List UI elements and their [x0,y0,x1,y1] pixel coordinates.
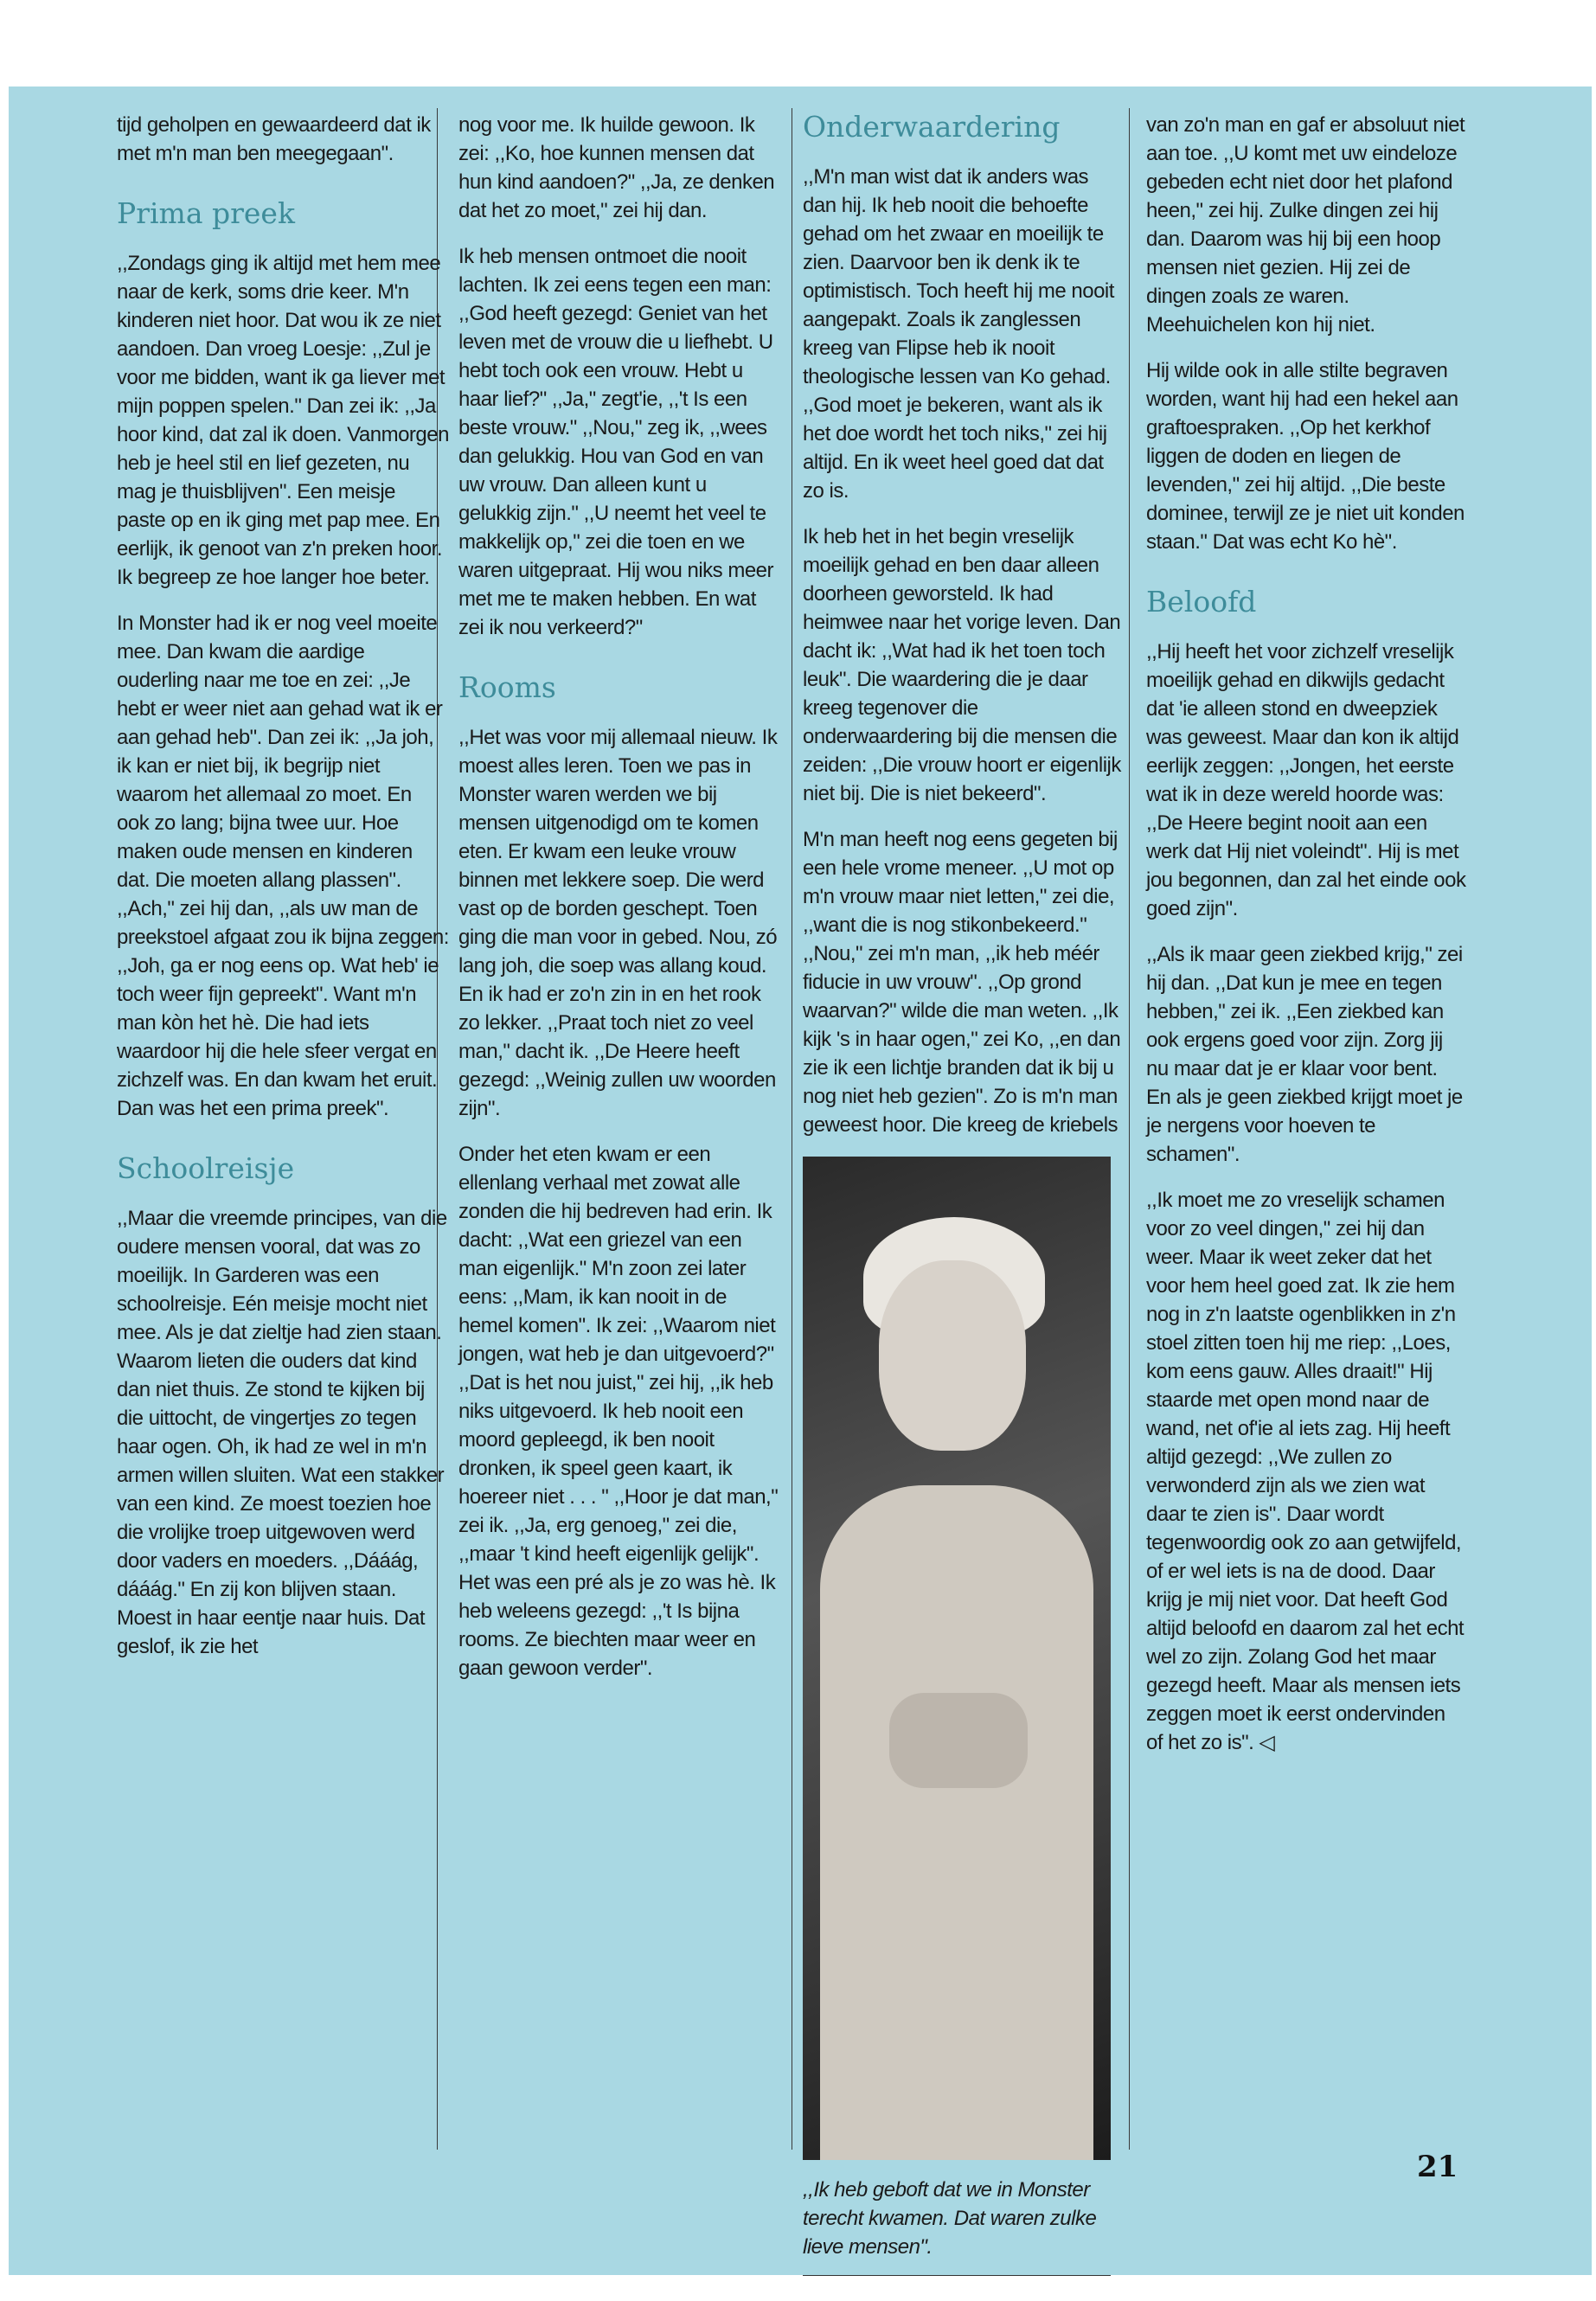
paragraph: ,,Maar die vreemde principes, van die oudere mensen vooral, dat was zo moeilijk. In Garderen was een schoolreisje. Eén meisje mocht niet mee. Als je dat zieltje had zien staan. Waarom lieten die ouders dat kind dan niet thuis. Ze stond te kijken bij die uittocht, de vingertjes zo tegen haar ogen. Oh, ik had ze wel in m'n armen willen sluiten. Wat een stakker van een kind. Ze moest toezien hoe die vrolijke troep uitgewoven werd door vaders en moeders. ,,Dááág, dááág." En zij kon blijven staan. Moest in haar eentje naar huis. Dat geslof, ik zie het [117,1207,447,1658]
section-heading-prima-preek: Prima preek [117,196,295,230]
paragraph: tijd geholpen en gewaardeerd dat ik met m'n man ben meegegaan". [117,113,431,165]
article-column-1 [117,111,449,1678]
section-heading-onderwaardering: Onderwaardering [803,110,1061,144]
paragraph: ,,Zondags ging ik altijd met hem mee naar de kerk, soms drie keer. M'n kinderen niet hoor. Dat wou ik ze niet aandoen. Dan vroeg Loesje: ,,Zul je voor me bidden, want ik ga liever met mijn poppen spelen." Dan zei ik: ,,Ja hoor kind, dat zal ik doen. Vanmorgen heb je heel stil en lief gezeten, nu mag je thuisblijven". Een meisje paste op en ik ging met pap mee. En eerlijk, ik genoot van z'n preken hoor. Ik begreep ze hoe langer hoe beter. [117,252,449,589]
article-column-2 [458,111,780,1700]
paragraph: nog voor me. Ik huilde gewoon. Ik zei: ,,Ko, hoe kunnen mensen dat hun kind aandoen?" ,,Ja, ze denken dat het zo moet," zei hij dan. [458,113,775,222]
paragraph: Ik heb het in het begin vreselijk moeilijk gehad en ben daar alleen doorheen geworsteld. Ik had heimwee naar het vorige leven. Dan dacht ik: ,,Wat had ik het toen toch leuk". Die waardering die je daar kreeg tegenover die onderwaardering bij die mensen die zeiden: ,,Die vrouw hoort er eigenlijk niet bij. Die is niet bekeerd". [803,525,1121,805]
paragraph: ,,M'n man wist dat ik anders was dan hij. Ik heb nooit die behoefte gehad om het zwaar en moeilijk te zien. Daarvoor ben ik denk ik te optimistisch. Toch heeft hij me nooit aangepakt. Zoals ik zanglessen kreeg van Flipse heb ik nooit theologische lessen van Ko gehad. ,,God moet je bekeren, want als ik het doe wordt het toch niks," zei hij altijd. En ik weet heel goed dat dat zo is. [803,165,1114,503]
paragraph: ,,Als ik maar geen ziekbed krijg," zei hij dan. ,,Dat kun je mee en tegen hebben," zei ik. ,,Een ziekbed kan ook ergens goed voor zijn. Zorg jij nu maar dat je er klaar voor bent. En als je geen ziekbed krijgt moet je je nergens voor hoeven te schamen". [1146,943,1463,1166]
page-number: 21 [1417,2150,1458,2184]
column-divider [1129,108,1130,2150]
paragraph: ,,Ik moet me zo vreselijk schamen voor zo veel dingen," zei hij dan weer. Maar ik weet zeker dat het voor hem heel goed zat. Ik zie hem nog in z'n laatste ogenblikken in z'n stoel zitten toen hij me riep: ,,Loes, kom eens gauw. Alles draait!" Hij staarde met open mond naar de wand, net of'ie al iets zag. Hij heeft altijd gezegd: ,,We zullen zo verwonderd zijn als we zien wat daar te zien is". Daar wordt tegenwoordig ook zo aan getwijfeld, of er wel iets is na de dood. Daar krijg je mij niet voor. Dat heeft God altijd beloofd en daarom zal het echt wel zo zijn. Zolang God het maar gezegd heeft. Maar als mensen iets zeggen moet ik eerst ondervinden of het zo is". ◁ [1146,1189,1465,1754]
paragraph: ,,Het was voor mij allemaal nieuw. Ik moest alles leren. Toen we pas in Monster waren werden we bij mensen uitgenodigd om te komen eten. Er kwam een leuke vrouw binnen met lekkere soep. Die werd vast op de borden geschept. Toen ging die man voor in gebed. Nou, zó lang joh, die soep was allang koud. En ik had er zo'n zin in en het rook zo lekker. ,,Praat toch niet zo veel man," dacht ik. ,,De Heere heeft gezegd: ,,Weinig zullen uw woorden zijn". [458,726,778,1120]
article-column-4 [1146,111,1466,1774]
photo-caption: ,,Ik heb geboft dat we in Monster terecht kwamen. Dat waren zulke lieve mensen". [803,2176,1111,2276]
paragraph: Hij wilde ook in alle stilte begraven worden, want hij had een hekel aan graftoespraken. ,,Op het kerkhof liggen de doden en liegen de levenden," zei hij altijd. ,,Die beste dominee, terwijl ze je niet uit konden staan." Dat was echt Ko hè". [1146,359,1465,554]
paragraph: van zo'n man en gaf er absoluut niet aan toe. ,,U komt met uw eindeloze gebeden echt niet door het plafond heen," zei hij. Zulke dingen zei hij dan. Daarom was hij bij een hoop mensen niet gezien. Hij zei de dingen zoals ze waren. Meehuichelen kon hij niet. [1146,113,1465,336]
portrait-photo [803,1157,1111,2160]
section-heading-beloofd: Beloofd [1146,585,1257,619]
photo-figure-body [820,1485,1093,2160]
section-heading-schoolreisje: Schoolreisje [117,1151,295,1185]
paragraph: M'n man heeft nog eens gegeten bij een hele vrome meneer. ,,U mot op m'n vrouw maar niet letten," zei die, ,,want die is nog stikonbekeerd." ,,Nou," zei m'n man, ,,ik heb méér fiducie in uw vrouw". ,,Op grond waarvan?" wilde die man weten. ,,Ik kijk 's in haar ogen," zei Ko, ,,en dan zie ik een lichtje branden dat ik bij u nog niet heb gezien". Zo is m'n man geweest hoor. Die kreeg de kriebels [803,828,1121,1137]
photo-figure-face [879,1260,1026,1451]
paragraph: ,,Hij heeft het voor zichzelf vreselijk moeilijk gehad en dikwijls gedacht dat 'ie alleen stond en dweepziek was geweest. Maar dan kon ik altijd eerlijk zeggen: ,,Jongen, het eerste wat ik in deze wereld hoorde was: ,,De Heere begint nooit aan een werk dat Hij niet voleindt". Hij is met jou begonnen, dan zal het einde ook goed zijn". [1146,640,1466,920]
article-column-3 [803,111,1123,2276]
photo-figure-hands [889,1693,1028,1788]
paragraph: Ik heb mensen ontmoet die nooit lachten. Ik zei eens tegen een man: ,,God heeft gezegd: Geniet van het leven met de vrouw die u liefhebt. U hebt toch ook een vrouw. Hebt u haar lief?" ,,Ja," zegt'ie, ,,'t Is een beste vrouw." ,,Nou," zeg ik, ,,wees dan gelukkig. Hou van God en van uw vrouw. Dan alleen kunt u gelukkig zijn." ,,U neemt het veel te makkelijk op," zei die toen en we waren uitgepraat. Hij wou niks meer met me te maken hebben. En wat zei ik nou verkeerd?" [458,245,774,639]
paragraph: Onder het eten kwam er een ellenlang verhaal met zowat alle zonden die hij bedreven had erin. Ik dacht: ,,Wat een griezel van een man eigenlijk." M'n zoon zei later eens: ,,Mam, ik kan nooit in de hemel komen". Ik zei: ,,Waarom niet jongen, wat heb je dan uitgevoerd?" ,,Dat is het nou juist," zei hij, ,,ik heb niks uitgevoerd. Ik heb nooit een moord gepleegd, ik ben nooit dronken, ik speel geen kaart, ik hoereer niet . . . " ,,Hoor je dat man," zei ik. ,,Ja, erg genoeg," zei die, ,,maar 't kind heeft eigenlijk gelijk". Het was een pré als je zo was hè. Ik heb weleens gezegd: ,,'t Is bijna rooms. Ze biechten maar weer en gaan gewoon verder". [458,1143,779,1680]
section-heading-rooms: Rooms [458,670,556,704]
paragraph: In Monster had ik er nog veel moeite mee. Dan kwam die aardige ouderling naar me toe en zei: ,,Je hebt er weer niet aan gehad wat ik er aan gehad heb". Dan zei ik: ,,Ja joh, ik kan er niet bij, ik begrijp niet waarom het allemaal zo moet. En ook zo lang; bijna twee uur. Hoe maken oude mensen en kinderen dat. Die moeten allang plassen". ,,Ach," zei hij dan, ,,als uw man de preekstoel afgaat zou ik bijna zeggen: ,,Joh, ga er nog eens op. Wat heb' ie toch weer fijn gepreekt". Want m'n man kòn het hè. Die had iets waardoor hij die hele sfeer vergat en zichzelf was. En dan kwam het eruit. Dan was het een prima preek". [117,612,449,1120]
